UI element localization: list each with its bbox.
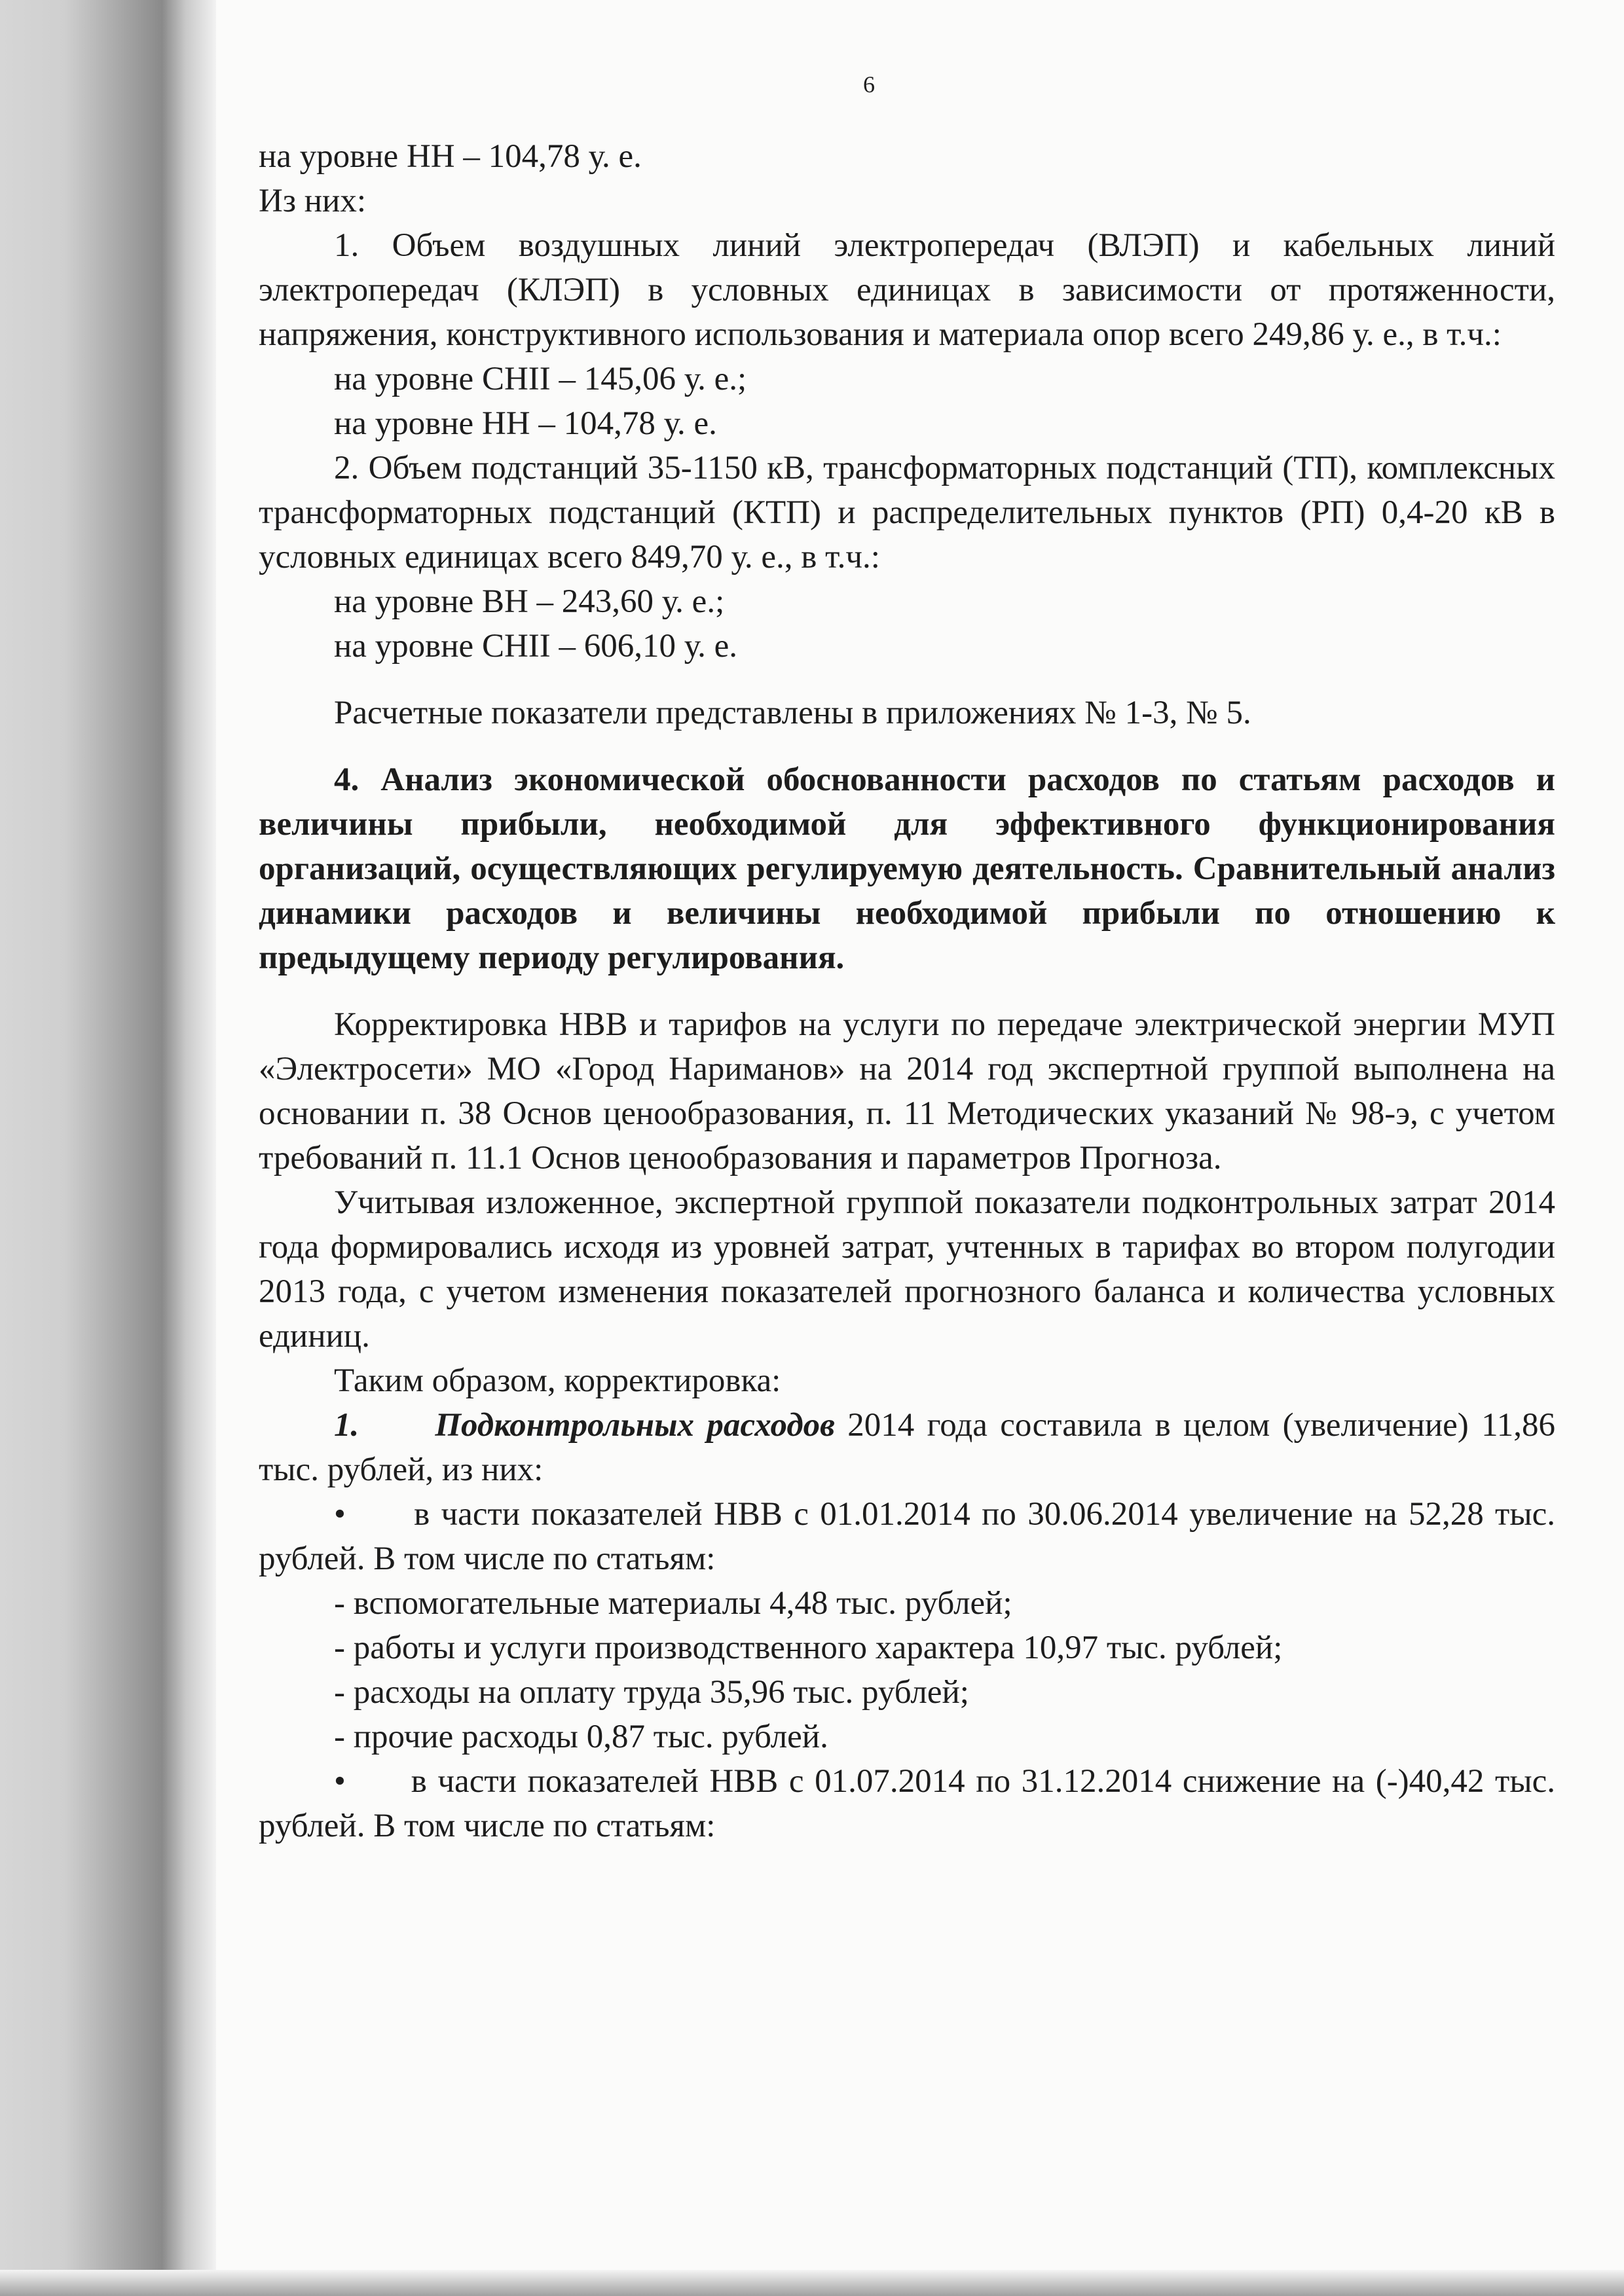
binding-shadow: [0, 0, 216, 2296]
list-item: - прочие расходы 0,87 тыс. рублей.: [334, 1719, 828, 1755]
paragraph: Корректировка НВВ и тарифов на услуги по передаче электрической энергии МУП «Электросети» МО «Город Нариманов» на 2014 год экспертной группой выполнена на основании п. 38 Основ ценообразования, п. 11 Методических указаний № 98-э, с учетом требований п. 11.1 Основ ценообразования и параметров Прогноза.: [259, 1006, 1555, 1176]
item-text: 2014 года составила в целом (увеличение) 11,86 тыс. рублей, из них:: [259, 1407, 1555, 1488]
text-line: на уровне НН – 104,78 у. е.: [334, 405, 717, 442]
paragraph-item-2: 2. Объем подстанций 35-1150 кВ, трансформаторных подстанций (ТП), комплексных трансформаторных подстанций (КТП) и распределительных пунктов (РП) 0,4-20 кВ в условных единицах всего 849,70 у. е., в т.ч.:: [259, 450, 1555, 575]
paragraph-item-1: 1. Объем воздушных линий электропередач (ВЛЭП) и кабельных линий электропередач (КЛЭП) в условных единицах в зависимости от протяженности, напряжения, конструктивного использования и материала опор всего 249,86 у. е., в т.ч.:: [259, 227, 1555, 353]
section-heading-4: 4. Анализ экономической обоснованности расходов по статьям расходов и величины прибыли, необходимой для эффективного функционирования организаций, осуществляющих регулируемую деятельность. Сравнительный анализ динамики расходов и величины необходимой прибыли по отношению к предыдущему периоду регулирования.: [259, 761, 1555, 976]
text-line: Таким образом, корректировка:: [334, 1362, 781, 1399]
bullet-text: в части показателей НВВ с 01.07.2014 по 31.12.2014 снижение на (-)40,42 тыс. рублей. В том числе по статьям:: [259, 1763, 1555, 1844]
paragraph-item-controlled-costs: [259, 1403, 1555, 1492]
bullet-icon: •: [334, 1763, 346, 1800]
scan-edge: [0, 2270, 1624, 2296]
text-line: на уровне СНII – 145,06 у. е.;: [334, 361, 747, 397]
item-title: Подконтрольных расходов: [435, 1407, 835, 1444]
text-line: Расчетные показатели представлены в приложениях № 1-3, № 5.: [334, 695, 1251, 731]
page-number: 6: [863, 71, 875, 98]
text-line: Из них:: [259, 183, 366, 219]
list-item: - вспомогательные материалы 4,48 тыс. рублей;: [334, 1585, 1012, 1622]
item-number: 1.: [334, 1407, 360, 1444]
document-body: [259, 134, 1555, 1848]
bullet-item: [259, 1759, 1555, 1848]
list-item: - работы и услуги производственного характера 10,97 тыс. рублей;: [334, 1630, 1283, 1666]
text-line: на уровне НН – 104,78 у. е.: [259, 138, 642, 175]
bullet-item: [259, 1492, 1555, 1581]
paragraph: Учитывая изложенное, экспертной группой показатели подконтрольных затрат 2014 года формировались исходя из уровней затрат, учтенных в тарифах во втором полугодии 2013 года, с учетом изменения показателей прогнозного баланса и количества условных единиц.: [259, 1184, 1555, 1355]
text-line: на уровне ВН – 243,60 у. е.;: [334, 583, 725, 620]
bullet-text: в части показателей НВВ с 01.01.2014 по 30.06.2014 увеличение на 52,28 тыс. рублей. В том числе по статьям:: [259, 1496, 1555, 1577]
list-item: - расходы на оплату труда 35,96 тыс. рублей;: [334, 1674, 969, 1711]
text-line: на уровне СНII – 606,10 у. е.: [334, 628, 738, 665]
bullet-icon: •: [334, 1496, 346, 1533]
